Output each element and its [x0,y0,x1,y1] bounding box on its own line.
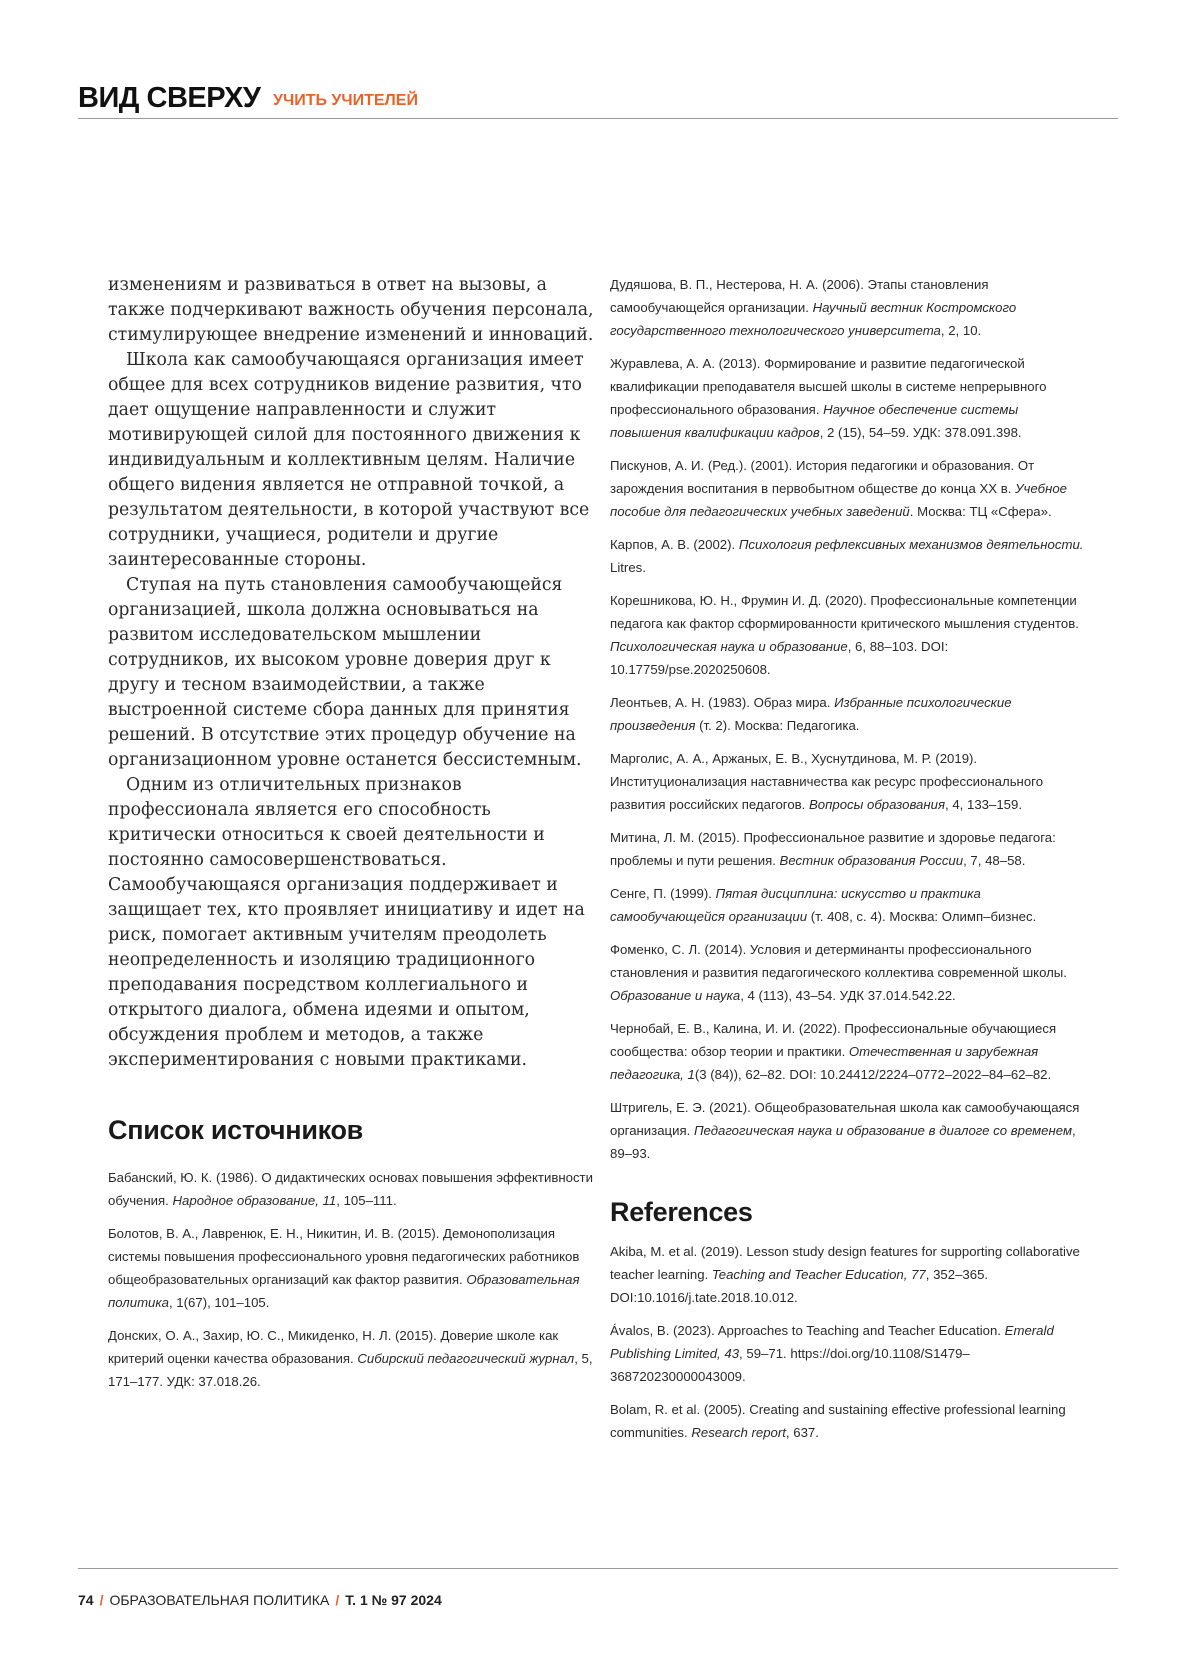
body-paragraph: Одним из отличительных признаков профессионала является его способность критически относиться к своей деятельности и постоянно самосовершенствоваться. Самообучающаяся организация поддерживает и защищает тех, кто проявляет инициативу и идет на риск, помогает активным учителям преодолеть неопределенность и изоляцию традиционного преподавания посредством коллегиального и открытого диалога, обмена идеями и опытом, обсуждения проблем и методов, а также экспериментирования с новыми практиками. [108,773,598,1073]
left-column [108,273,598,1403]
reference-source: Психология рефлексивных механизмов деятельности. [739,537,1084,552]
reference-details: (т. 2). Москва: Педагогика. [695,718,859,733]
reference-item [610,352,1090,444]
reference-item [610,938,1090,1007]
reference-source: Избранные психологические произведения [610,695,1012,733]
reference-source: Отечественная и зарубежная педагогика, 1 [610,1044,1038,1082]
page-header [78,78,1118,118]
sources-list-right [610,273,1090,1165]
reference-source: Народное образование, 11 [173,1193,337,1208]
reference-source: Вестник образования России [780,853,964,868]
reference-text: Журавлева, А. А. (2013). Формирование и развитие педагогической квалификации преподавателя высшей школы в системе непрерывного профессионального образования. [610,356,1046,417]
reference-text: Митина, Л. М. (2015). Профессиональное развитие и здоровье педагога: проблемы и пути решения. [610,830,1056,868]
reference-details: , 105–111. [336,1193,396,1208]
reference-details: , 2, 10. [941,323,981,338]
reference-details: , 352–365. DOI:10.1016/j.tate.2018.10.012. [610,1267,988,1305]
reference-source: Вопросы образования [809,797,945,812]
page-footer [78,1592,442,1608]
body-paragraph: Ступая на путь становления самообучающейся организацией, школа должна основываться на развитом исследовательском мышлении сотрудников, их высоком уровне доверия друг к другу и тесном взаимодействии, а также выстроенной системе сбора данных для принятия решений. В отсутствие этих процедур обучение на организационном уровне останется бессистемным. [108,573,598,773]
reference-details: , 7, 48–58. [963,853,1025,868]
reference-text: Сенге, П. (1999). [610,886,716,901]
brand-title: ВИД СВЕРХУ [78,82,260,115]
reference-item [610,747,1090,816]
reference-item [108,1166,598,1212]
reference-text: Штригель, Е. Э. (2021). Общеобразовательная школа как самообучающаяся организация. [610,1100,1079,1138]
reference-source: Emerald Publishing Limited, 43 [610,1323,1054,1361]
reference-details: , 637. [786,1425,819,1440]
reference-item [108,1222,598,1314]
reference-text: Чернобай, Е. В., Калина, И. И. (2022). Профессиональные обучающиеся сообщества: обзор теории и практики. [610,1021,1056,1059]
reference-item [610,826,1090,872]
reference-item [610,273,1090,342]
reference-item [610,1096,1090,1165]
reference-text: Корешникова, Ю. Н., Фрумин И. Д. (2020). Профессиональные компетенции педагога как фактор сформированности критического мышления студентов. [610,593,1079,631]
reference-text: Донских, О. А., Захир, Ю. С., Микиденко, Н. Л. (2015). Доверие школе как критерий оценки качества образования. [108,1328,558,1366]
reference-text: Bolam, R. et al. (2005). Creating and sustaining effective professional learning communities. [610,1402,1066,1440]
reference-source: Пятая дисциплина: искусство и практика самообучающейся организации [610,886,981,924]
reference-item [610,533,1090,579]
reference-details: , 59–71. https://doi.org/10.1108/S1479–368720230000043009. [610,1346,970,1384]
reference-text: Карпов, А. В. (2002). [610,537,739,552]
journal-name: ОБРАЗОВАТЕЛЬНАЯ ПОЛИТИКА [109,1592,329,1608]
references-heading: References [610,1197,1090,1228]
reference-source: Педагогическая наука и образование в диалоге со временем [694,1123,1072,1138]
sources-heading: Список источников [108,1115,598,1146]
reference-source: Сибирский педагогический журнал [357,1351,574,1366]
reference-details: , 89–93. [610,1123,1076,1161]
reference-text: Дудяшова, В. П., Нестерова, Н. А. (2006). Этапы становления самообучающейся организации. [610,277,988,315]
reference-details: , 5, 171–177. УДК: 37.018.26. [108,1351,593,1389]
reference-details: (3 (84)), 62–82. DOI: 10.24412/2224–0772–2022–84–62–82. [695,1067,1051,1082]
footer-rule [78,1568,1118,1569]
reference-text: Ávalos, B. (2023). Approaches to Teaching and Teacher Education. [610,1323,1005,1338]
reference-source: Научный вестник Костромского государственного технологического университета [610,300,1016,338]
references-list [610,1240,1090,1444]
reference-source: Research report [691,1425,786,1440]
reference-details: , 2 (15), 54–59. УДК: 378.091.398. [820,425,1022,440]
section-title: УЧИТЬ УЧИТЕЛЕЙ [273,92,418,110]
reference-text: Akiba, M. et al. (2019). Lesson study design features for supporting collaborative teacher learning. [610,1244,1080,1282]
reference-source: Психологическая наука и образование [610,639,848,654]
reference-details: (т. 408, с. 4). Москва: Олимп–бизнес. [807,909,1036,924]
reference-item [108,1324,598,1393]
reference-source: Образование и наука [610,988,740,1003]
sources-list-left [108,1166,598,1393]
reference-details: , 4 (113), 43–54. УДК 37.014.542.22. [740,988,956,1003]
body-paragraph: Школа как самообучающаяся организация имеет общее для всех сотрудников видение развития, что дает ощущение направленности и служит мотивирующей силой для постоянного движения к индивидуальным и коллективным целям. Наличие общего видения является не отправной точкой, а результатом деятельности, в которой участвуют все сотрудники, учащиеся, родители и другие заинтересованные стороны. [108,348,598,573]
reference-item [610,589,1090,681]
body-paragraph: изменениям и развиваться в ответ на вызовы, а также подчеркивают важность обучения персонала, стимулирующее внедрение изменений и инноваций. [108,273,598,348]
reference-details: , 6, 88–103. DOI: 10.17759/pse.2020250608. [610,639,948,677]
reference-item [610,1398,1090,1444]
reference-details: , 1(67), 101–105. [169,1295,269,1310]
page-number: 74 [78,1592,94,1608]
reference-text: Бабанский, Ю. К. (1986). О дидактических основах повышения эффективности обучения. [108,1170,593,1208]
slash-separator: / [100,1592,104,1608]
reference-item [610,882,1090,928]
reference-text: Пискунов, А. И. (Ред.). (2001). История педагогики и образования. От зарождения воспитания в первобытном обществе до конца XX в. [610,458,1034,496]
issue-info: Т. 1 № 97 2024 [345,1592,442,1608]
reference-source: Учебное пособие для педагогических учебных заведений [610,481,1067,519]
reference-item [610,691,1090,737]
reference-text: Фоменко, С. Л. (2014). Условия и детерминанты профессионального становления и развития педагогического коллектива современной школы. [610,942,1067,980]
body-text [108,273,598,1073]
reference-source: Образовательная политика [108,1272,580,1310]
slash-separator: / [335,1592,339,1608]
reference-item [610,1319,1090,1388]
reference-source: Teaching and Teacher Education, 77 [712,1267,926,1282]
reference-item [610,1017,1090,1086]
reference-details: . Москва: ТЦ «Сфера». [910,504,1052,519]
reference-text: Болотов, В. А., Лавренюк, Е. Н., Никитин, И. В. (2015). Демонополизация системы повышения профессионального уровня педагогических работников общеобразовательных организаций как фактор развития. [108,1226,579,1287]
reference-item [610,1240,1090,1309]
header-rule [78,118,1118,119]
reference-text: Леонтьев, А. Н. (1983). Образ мира. [610,695,834,710]
reference-details: , 4, 133–159. [945,797,1022,812]
reference-text: Марголис, А. А., Аржаных, Е. В., Хуснутдинова, М. Р. (2019). Институционализация наставничества как ресурс профессионального развития российских педагогов. [610,751,1043,812]
reference-source: Научное обеспечение системы повышения квалификации кадров [610,402,1018,440]
right-column [610,273,1090,1454]
reference-item [610,454,1090,523]
reference-details: Litres. [610,560,646,575]
